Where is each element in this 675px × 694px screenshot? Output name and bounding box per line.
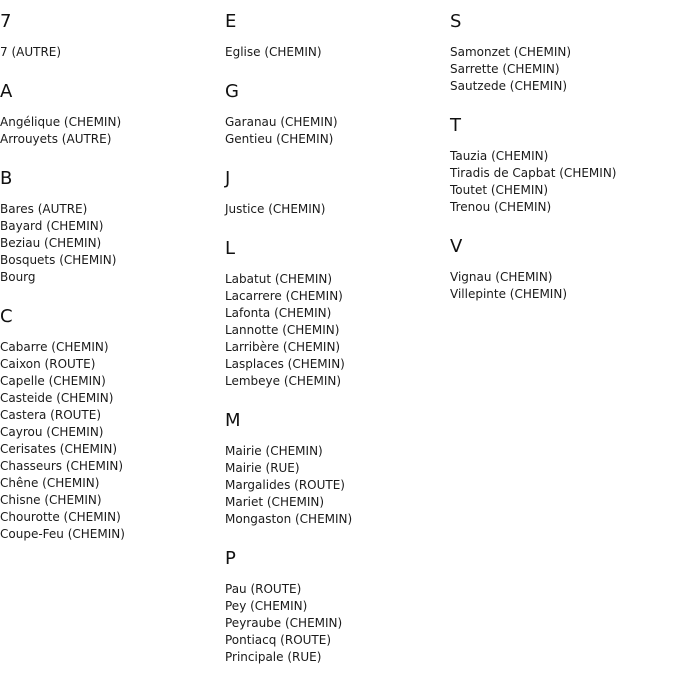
street-link[interactable]: Principale (RUE) xyxy=(225,650,322,664)
index-column-3 xyxy=(450,10,675,322)
street-list-item xyxy=(450,182,675,199)
street-list-item xyxy=(0,390,225,407)
street-list-item xyxy=(450,61,675,78)
street-link[interactable]: Mariet (CHEMIN) xyxy=(225,495,325,509)
letter-heading: M xyxy=(225,410,241,431)
index-column-1 xyxy=(0,10,225,562)
street-list-item xyxy=(450,269,675,286)
letter-heading: A xyxy=(0,81,13,102)
street-list-item xyxy=(0,339,225,356)
street-link[interactable]: Chourotte (CHEMIN) xyxy=(0,510,121,524)
street-link[interactable]: Margalides (ROUTE) xyxy=(225,478,345,492)
letter-group xyxy=(0,80,225,148)
street-list-item xyxy=(225,288,450,305)
street-link[interactable]: Villepinte (CHEMIN) xyxy=(450,287,568,301)
street-link[interactable]: Angélique (CHEMIN) xyxy=(0,115,122,129)
street-list-item xyxy=(225,339,450,356)
street-list-item xyxy=(0,218,225,235)
letter-heading: J xyxy=(225,168,231,189)
street-list-item xyxy=(0,492,225,509)
street-link[interactable]: Mairie (RUE) xyxy=(225,461,300,475)
street-list-item xyxy=(0,269,225,286)
street-link[interactable]: Pontiacq (ROUTE) xyxy=(225,633,332,647)
letter-group xyxy=(450,10,675,95)
street-list-item xyxy=(225,649,450,666)
street-link[interactable]: Larribère (CHEMIN) xyxy=(225,340,341,354)
street-list-item xyxy=(0,235,225,252)
street-list xyxy=(450,148,675,216)
letter-heading: S xyxy=(450,11,462,32)
street-list-item xyxy=(225,201,450,218)
street-list xyxy=(450,269,675,303)
street-link[interactable]: Cayrou (CHEMIN) xyxy=(0,425,104,439)
street-list-item xyxy=(225,271,450,288)
street-link[interactable]: Justice (CHEMIN) xyxy=(225,202,326,216)
street-link[interactable]: Mairie (CHEMIN) xyxy=(225,444,323,458)
street-link[interactable]: Pey (CHEMIN) xyxy=(225,599,308,613)
street-link[interactable]: Labatut (CHEMIN) xyxy=(225,272,333,286)
street-list-item xyxy=(0,424,225,441)
street-link[interactable]: Lacarrere (CHEMIN) xyxy=(225,289,343,303)
street-link[interactable]: Samonzet (CHEMIN) xyxy=(450,45,572,59)
street-list-item xyxy=(225,114,450,131)
letter-heading: E xyxy=(225,11,237,32)
street-link[interactable]: Arrouyets (AUTRE) xyxy=(0,132,112,146)
street-link[interactable]: Chasseurs (CHEMIN) xyxy=(0,459,124,473)
street-list xyxy=(225,44,450,61)
letter-heading: G xyxy=(225,81,239,102)
letter-heading: 7 xyxy=(0,11,12,32)
street-list-item xyxy=(0,44,225,61)
street-list-item xyxy=(0,201,225,218)
street-list-item xyxy=(0,526,225,543)
letter-group xyxy=(0,167,225,286)
street-link[interactable]: Eglise (CHEMIN) xyxy=(225,45,322,59)
letter-group xyxy=(225,80,450,148)
street-list-item xyxy=(225,460,450,477)
street-list xyxy=(225,114,450,148)
street-list-item xyxy=(225,373,450,390)
street-link[interactable]: Chisne (CHEMIN) xyxy=(0,493,102,507)
street-list xyxy=(0,44,225,61)
letter-heading: B xyxy=(0,168,13,189)
street-link[interactable]: Beziau (CHEMIN) xyxy=(0,236,102,250)
street-list xyxy=(0,339,225,543)
street-link[interactable]: Cerisates (CHEMIN) xyxy=(0,442,118,456)
letter-heading: P xyxy=(225,548,236,569)
street-link[interactable]: Toutet (CHEMIN) xyxy=(450,183,549,197)
street-link[interactable]: Mongaston (CHEMIN) xyxy=(225,512,353,526)
street-list xyxy=(450,44,675,95)
street-list xyxy=(225,271,450,390)
street-list xyxy=(225,201,450,218)
street-list xyxy=(225,443,450,528)
index-column-2 xyxy=(225,10,450,685)
street-list-item xyxy=(225,44,450,61)
letter-heading: T xyxy=(450,115,461,136)
street-link[interactable]: Sautzede (CHEMIN) xyxy=(450,79,567,93)
street-list-item xyxy=(225,581,450,598)
street-link[interactable]: Tiradis de Capbat (CHEMIN) xyxy=(450,166,617,180)
street-link[interactable]: Coupe-Feu (CHEMIN) xyxy=(0,527,125,541)
street-link[interactable]: Sarrette (CHEMIN) xyxy=(450,62,560,76)
street-list-item xyxy=(225,131,450,148)
street-list-item xyxy=(0,407,225,424)
street-list-item xyxy=(225,632,450,649)
street-link[interactable]: Lembeye (CHEMIN) xyxy=(225,374,342,388)
street-list xyxy=(0,201,225,286)
street-link[interactable]: 7 (AUTRE) xyxy=(0,45,62,59)
street-list-item xyxy=(450,199,675,216)
street-link[interactable]: Casteide (CHEMIN) xyxy=(0,391,114,405)
street-link[interactable]: Garanau (CHEMIN) xyxy=(225,115,338,129)
letter-heading: L xyxy=(225,238,236,259)
street-list-item xyxy=(0,475,225,492)
street-link[interactable]: Lannotte (CHEMIN) xyxy=(225,323,340,337)
street-list-item xyxy=(225,494,450,511)
street-list xyxy=(225,581,450,666)
street-list-item xyxy=(450,286,675,303)
street-link[interactable]: Peyraube (CHEMIN) xyxy=(225,616,343,630)
street-list-item xyxy=(450,78,675,95)
street-list-item xyxy=(0,458,225,475)
letter-heading: C xyxy=(0,306,13,327)
street-link[interactable]: Cabarre (CHEMIN) xyxy=(0,340,109,354)
street-link[interactable]: Lafonta (CHEMIN) xyxy=(225,306,332,320)
street-list-item xyxy=(225,356,450,373)
street-list xyxy=(0,114,225,148)
street-list-item xyxy=(225,305,450,322)
street-list-item xyxy=(225,598,450,615)
letter-group xyxy=(225,237,450,390)
street-link[interactable]: Chêne (CHEMIN) xyxy=(0,476,100,490)
street-list-item xyxy=(0,114,225,131)
letter-group xyxy=(225,547,450,666)
street-list-item xyxy=(0,441,225,458)
street-list-item xyxy=(0,252,225,269)
street-link[interactable]: Bares (AUTRE) xyxy=(0,202,88,216)
street-list-item xyxy=(225,477,450,494)
street-link[interactable]: Trenou (CHEMIN) xyxy=(450,200,552,214)
street-list-item xyxy=(450,44,675,61)
letter-heading: V xyxy=(450,236,463,257)
street-link[interactable]: Capelle (CHEMIN) xyxy=(0,374,106,388)
street-link[interactable]: Tauzia (CHEMIN) xyxy=(450,149,549,163)
street-link[interactable]: Gentieu (CHEMIN) xyxy=(225,132,334,146)
letter-group xyxy=(450,235,675,303)
street-list-item xyxy=(450,165,675,182)
street-link[interactable]: Bosquets (CHEMIN) xyxy=(0,253,117,267)
street-list-item xyxy=(0,131,225,148)
street-list-item xyxy=(225,322,450,339)
street-list-item xyxy=(0,509,225,526)
street-link[interactable]: Pau (ROUTE) xyxy=(225,582,302,596)
street-link[interactable]: Castera (ROUTE) xyxy=(0,408,102,422)
street-list-item xyxy=(0,373,225,390)
letter-group xyxy=(225,409,450,528)
street-list-item xyxy=(225,443,450,460)
letter-group xyxy=(0,305,225,543)
street-link[interactable]: Lasplaces (CHEMIN) xyxy=(225,357,345,371)
street-link[interactable]: Vignau (CHEMIN) xyxy=(450,270,553,284)
street-link[interactable]: Bourg xyxy=(0,270,36,284)
letter-group xyxy=(450,114,675,216)
street-link[interactable]: Bayard (CHEMIN) xyxy=(0,219,104,233)
letter-group xyxy=(225,10,450,61)
street-list-item xyxy=(0,356,225,373)
letter-group xyxy=(225,167,450,218)
street-list-item xyxy=(450,148,675,165)
street-list-item xyxy=(225,615,450,632)
street-list-item xyxy=(225,511,450,528)
letter-group xyxy=(0,10,225,61)
street-link[interactable]: Caixon (ROUTE) xyxy=(0,357,96,371)
